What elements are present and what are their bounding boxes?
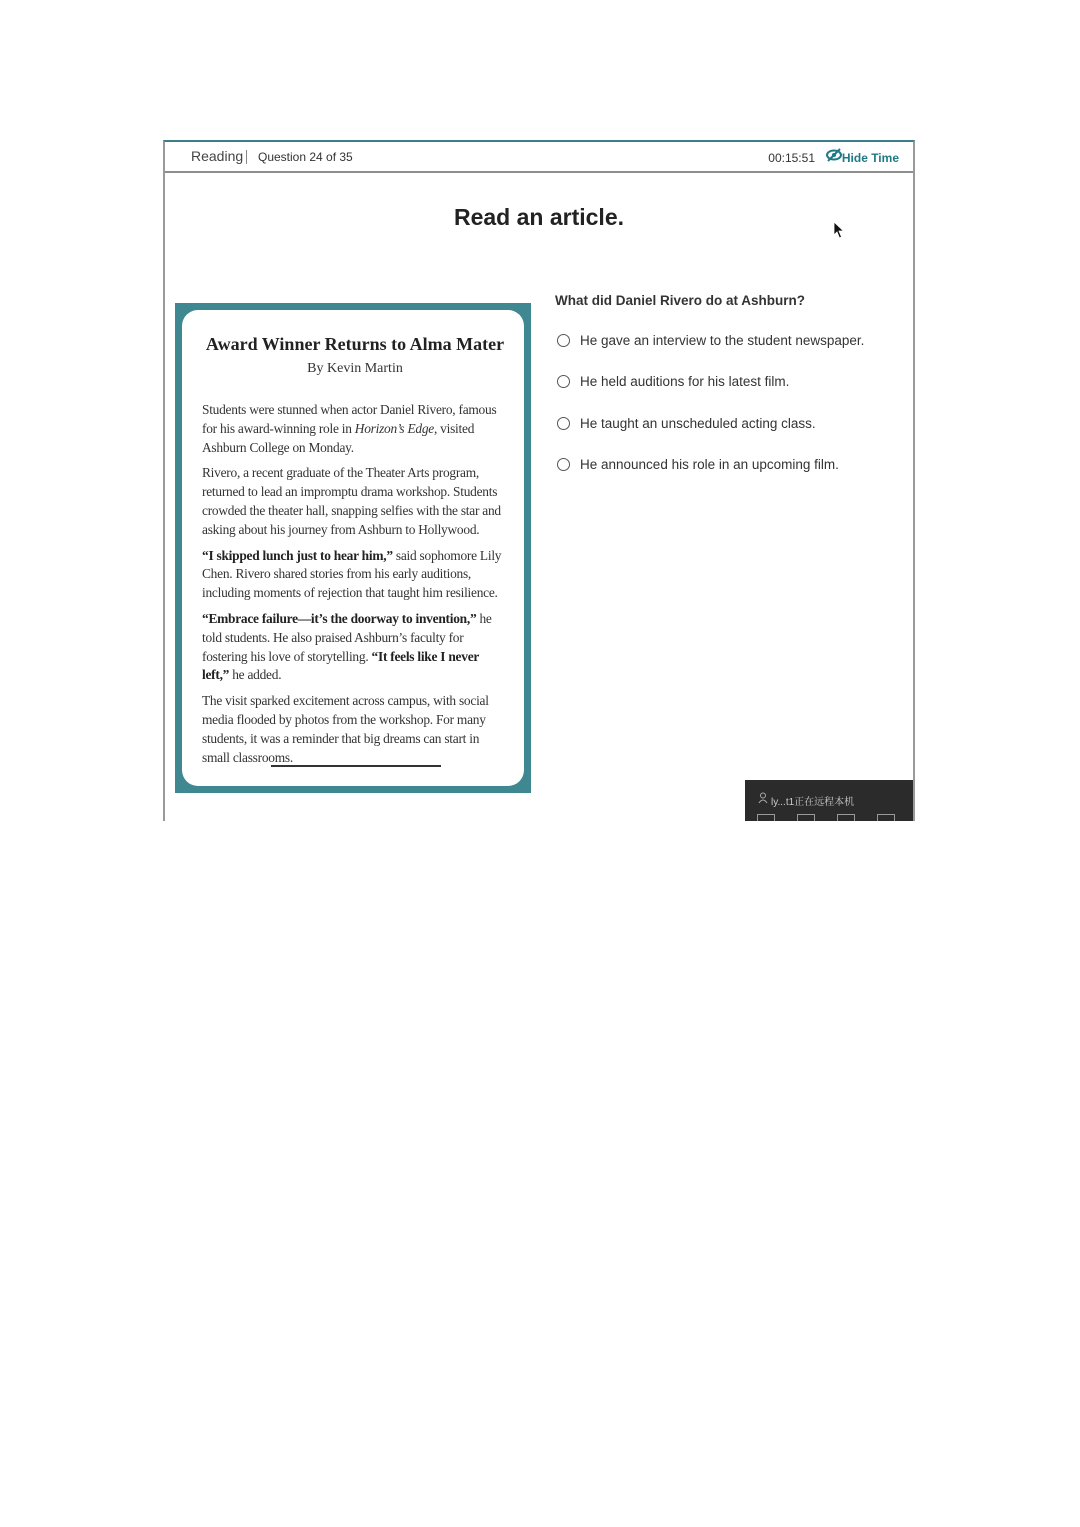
mouse-cursor-icon	[833, 221, 845, 239]
user-icon	[758, 792, 768, 804]
remote-toolbar	[757, 814, 895, 821]
radio-button[interactable]	[557, 375, 570, 388]
article-end-rule	[271, 765, 441, 767]
remote-status-text: ly...t1正在远程本机	[771, 797, 855, 808]
timer: 00:15:51	[768, 151, 815, 165]
article-byline: By Kevin Martin	[307, 361, 403, 376]
radio-button[interactable]	[557, 334, 570, 347]
answer-option-1[interactable]	[557, 333, 864, 348]
article-paragraph-5: The visit sparked excitement across campus, with social media flooded by photos from the workshop. For many students, it was a reminder that big dreams can start in small classrooms.	[202, 693, 489, 765]
section-label: Reading	[191, 148, 244, 164]
article-title: Award Winner Returns to Alma Mater	[205, 334, 505, 354]
article-card	[182, 310, 524, 786]
radio-button[interactable]	[557, 458, 570, 471]
article-paragraph-4: “Embrace failure—it’s the doorway to invention,” he told students. He also praised Ashburn’s faculty for fostering his love of storytelling. “It feels like I never left,” he added.	[202, 610, 492, 683]
article-frame	[175, 303, 531, 793]
answer-option-label: He held auditions for his latest film.	[580, 374, 790, 389]
radio-button[interactable]	[557, 417, 570, 430]
question-text: What did Daniel Rivero do at Ashburn?	[555, 293, 806, 308]
screen-icon[interactable]	[757, 814, 775, 821]
remote-control-bar	[745, 780, 915, 821]
page-title: Read an article.	[453, 204, 625, 230]
answer-option-label: He gave an interview to the student newspaper.	[580, 333, 865, 348]
display-icon[interactable]	[837, 814, 855, 821]
article-paragraph-2: Rivero, a recent graduate of the Theater Arts program, returned to lead an impromptu drama workshop. Students crowded the theater hall, snapping selfies with the star and asking about his journey from Ashburn to Hollywood.	[202, 465, 501, 537]
eye-slash-icon[interactable]	[825, 147, 843, 163]
answer-option-label: He announced his role in an upcoming film.	[580, 457, 839, 472]
top-bar	[165, 142, 913, 173]
user-icon[interactable]	[797, 814, 815, 821]
question-counter: Question 24 of 35	[258, 150, 353, 164]
window-icon[interactable]	[877, 814, 895, 821]
answer-option-4[interactable]	[557, 457, 839, 472]
hide-time-button[interactable]: Hide Time	[841, 151, 899, 165]
answer-option-label: He taught an unscheduled acting class.	[580, 416, 816, 431]
header-divider	[246, 150, 247, 164]
article-paragraph-3: “I skipped lunch just to hear him,” said sophomore Lily Chen. Rivero shared stories from his early auditions, including moments of rejection that taught him resilience.	[202, 547, 502, 601]
article-paragraph-1: Students were stunned when actor Daniel Rivero, famous for his award-winning role in Horizon’s Edge, visited Ashburn College on Monday.	[202, 402, 497, 455]
test-screen	[163, 140, 915, 821]
answer-option-2[interactable]	[557, 374, 789, 389]
answer-option-3[interactable]	[557, 416, 816, 431]
